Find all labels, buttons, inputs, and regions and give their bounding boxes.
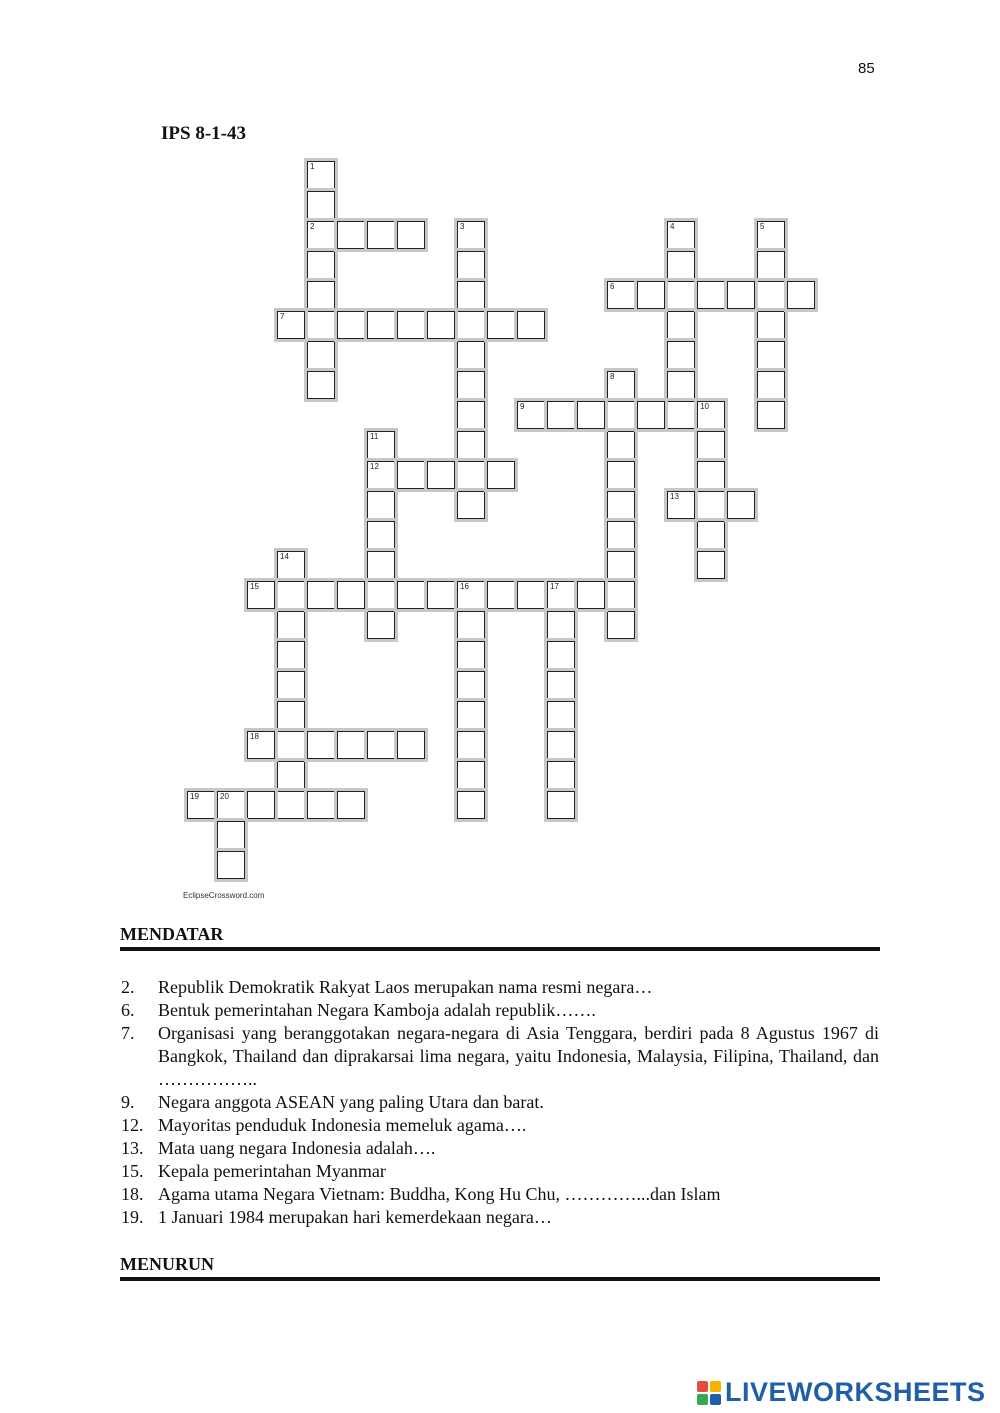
crossword-cell[interactable] (697, 281, 725, 309)
crossword-cell[interactable] (607, 581, 635, 609)
crossword-cell[interactable] (457, 371, 485, 399)
crossword-cell[interactable] (277, 311, 305, 339)
crossword-cell[interactable] (697, 551, 725, 579)
clue-number: 2 (310, 222, 315, 231)
clue-number: 7 (280, 312, 285, 321)
crossword-cell[interactable] (697, 521, 725, 549)
crossword-cell[interactable] (367, 551, 395, 579)
clue-number: 13 (670, 492, 679, 501)
across-heading: MENDATAR (120, 924, 880, 951)
crossword-cell[interactable] (397, 311, 425, 339)
crossword-cell[interactable] (307, 581, 335, 609)
crossword-cell[interactable] (217, 791, 245, 819)
clue-item: 12. Mayoritas penduduk Indonesia memeluk agama…. (121, 1115, 527, 1135)
crossword-cell[interactable] (457, 311, 485, 339)
crossword-cell[interactable] (697, 431, 725, 459)
crossword-cell[interactable] (757, 371, 785, 399)
crossword-cell[interactable] (367, 611, 395, 639)
crossword-cell[interactable] (667, 281, 695, 309)
crossword-cell[interactable] (547, 611, 575, 639)
crossword-cell[interactable] (337, 731, 365, 759)
clue-number: 6 (610, 282, 615, 291)
crossword-cell[interactable] (607, 401, 635, 429)
crossword-cell[interactable] (367, 521, 395, 549)
crossword-cell[interactable] (457, 431, 485, 459)
crossword-cell[interactable] (307, 221, 335, 249)
crossword-cell[interactable] (397, 731, 425, 759)
crossword-cell[interactable] (307, 161, 335, 189)
crossword-cell[interactable] (757, 221, 785, 249)
clue-number: 8 (610, 372, 615, 381)
crossword-cell[interactable] (367, 221, 395, 249)
crossword-cell[interactable] (607, 551, 635, 579)
crossword-cell[interactable] (607, 461, 635, 489)
crossword-cell[interactable] (787, 281, 815, 309)
clue-item: 18. Agama utama Negara Vietnam: Buddha, Kong Hu Chu, …………...dan Islam (121, 1184, 721, 1204)
crossword-cell[interactable] (727, 491, 755, 519)
crossword-cell[interactable] (337, 311, 365, 339)
crossword-cell[interactable] (247, 791, 275, 819)
crossword-cell[interactable] (307, 281, 335, 309)
crossword-cell[interactable] (547, 671, 575, 699)
clue-item: 19. 1 Januari 1984 merupakan hari kemerdekaan negara… (121, 1207, 552, 1227)
crossword-cell[interactable] (517, 581, 545, 609)
clue-number: 17 (550, 582, 559, 591)
clue-number: 14 (280, 552, 289, 561)
crossword-cell[interactable] (667, 311, 695, 339)
crossword-cell[interactable] (757, 341, 785, 369)
crossword-cell[interactable] (307, 191, 335, 219)
crossword-cell[interactable] (337, 581, 365, 609)
clue-number: 12 (370, 462, 379, 471)
crossword-cell[interactable] (277, 701, 305, 729)
crossword-cell[interactable] (667, 251, 695, 279)
clue-number: 16 (460, 582, 469, 591)
crossword-cell[interactable] (307, 371, 335, 399)
crossword-cell[interactable] (457, 701, 485, 729)
crossword-cell[interactable] (397, 461, 425, 489)
clue-item: 2. Republik Demokratik Rakyat Laos merupakan nama resmi negara… (121, 977, 653, 997)
crossword-cell[interactable] (337, 221, 365, 249)
crossword-cell[interactable] (487, 581, 515, 609)
worksheet-title: IPS 8-1-43 (161, 123, 246, 144)
crossword-cell[interactable] (457, 641, 485, 669)
crossword-cell[interactable] (457, 731, 485, 759)
crossword-cell[interactable] (547, 791, 575, 819)
crossword-cell[interactable] (277, 551, 305, 579)
clue-item: 6. Bentuk pemerintahan Negara Kamboja adalah republik……. (121, 1000, 596, 1020)
crossword-cell[interactable] (547, 581, 575, 609)
crossword-cell[interactable] (457, 281, 485, 309)
crossword-cell[interactable] (487, 461, 515, 489)
crossword-cell[interactable] (547, 401, 575, 429)
crossword-cell[interactable] (757, 281, 785, 309)
crossword-cell[interactable] (547, 701, 575, 729)
crossword-cell[interactable] (547, 731, 575, 759)
down-heading: MENURUN (120, 1254, 880, 1281)
clue-number: 19 (190, 792, 199, 801)
crossword-cell[interactable] (307, 341, 335, 369)
crossword-cell[interactable] (427, 461, 455, 489)
crossword-cell[interactable] (457, 221, 485, 249)
clue-item: 13. Mata uang negara Indonesia adalah…. (121, 1138, 436, 1158)
crossword-cell[interactable] (337, 791, 365, 819)
crossword-cell[interactable] (607, 281, 635, 309)
crossword-cell[interactable] (637, 401, 665, 429)
crossword-cell[interactable] (667, 491, 695, 519)
crossword-cell[interactable] (367, 311, 395, 339)
crossword-cell[interactable] (307, 311, 335, 339)
clue-number: 5 (760, 222, 765, 231)
crossword-cell[interactable] (517, 401, 545, 429)
brand-name: LIVEWORKSHEETS (725, 1377, 986, 1407)
clue-number: 3 (460, 222, 465, 231)
crossword-cell[interactable] (667, 341, 695, 369)
clue-number: 1 (310, 162, 315, 171)
crossword-cell[interactable] (667, 401, 695, 429)
clue-number: 9 (520, 402, 525, 411)
crossword-cell[interactable] (607, 431, 635, 459)
crossword-cell[interactable] (247, 731, 275, 759)
clue-item: 7. Organisasi yang beranggotakan negara-negara di Asia Tenggara, berdiri pada 8 Agustus 1967 di Bangkok, Thailand dan diprakarsai lima negara, yaitu Indonesia, Malaysia, Filipina, Thailand, dan …………….. (121, 1023, 879, 1089)
clue-number: 11 (370, 432, 379, 441)
crossword-cell[interactable] (607, 521, 635, 549)
crossword-cell[interactable] (487, 311, 515, 339)
crossword-cell[interactable] (397, 581, 425, 609)
crossword-cell[interactable] (397, 221, 425, 249)
crossword-credit: EclipseCrossword.com (183, 891, 265, 900)
crossword-cell[interactable] (457, 581, 485, 609)
crossword-cell[interactable] (247, 581, 275, 609)
crossword-cell[interactable] (697, 461, 725, 489)
crossword-cell[interactable] (367, 461, 395, 489)
crossword-cell[interactable] (457, 611, 485, 639)
crossword-cell[interactable] (457, 761, 485, 789)
crossword-cell[interactable] (607, 371, 635, 399)
crossword-cell[interactable] (277, 581, 305, 609)
crossword-cell[interactable] (307, 731, 335, 759)
crossword-cell[interactable] (457, 341, 485, 369)
crossword-cell[interactable] (427, 311, 455, 339)
crossword-cell[interactable] (607, 611, 635, 639)
crossword-cell[interactable] (427, 581, 455, 609)
crossword-cell[interactable] (307, 791, 335, 819)
crossword-cell[interactable] (607, 491, 635, 519)
crossword-cell[interactable] (667, 371, 695, 399)
crossword-cell[interactable] (727, 281, 755, 309)
crossword-cell[interactable] (277, 731, 305, 759)
crossword-cell[interactable] (637, 281, 665, 309)
crossword-cell[interactable] (367, 431, 395, 459)
crossword-cell[interactable] (307, 251, 335, 279)
clue-item: 9. Negara anggota ASEAN yang paling Utara dan barat. (121, 1092, 544, 1112)
crossword-cell[interactable] (187, 791, 215, 819)
crossword-cell[interactable] (457, 671, 485, 699)
clue-number: 20 (220, 792, 229, 801)
across-clue-list (121, 976, 879, 1229)
liveworksheets-mark-icon (697, 1381, 721, 1405)
liveworksheets-logo (697, 1377, 986, 1408)
clue-number: 4 (670, 222, 675, 231)
crossword-cell[interactable] (457, 401, 485, 429)
crossword-cell[interactable] (217, 821, 245, 849)
crossword-cell[interactable] (367, 731, 395, 759)
crossword-cell[interactable] (697, 491, 725, 519)
crossword-cell[interactable] (757, 311, 785, 339)
crossword-cell[interactable] (277, 611, 305, 639)
crossword-cell[interactable] (757, 251, 785, 279)
crossword-cell[interactable] (217, 851, 245, 879)
clue-number: 10 (700, 402, 709, 411)
crossword-cell[interactable] (277, 671, 305, 699)
crossword-cell[interactable] (547, 641, 575, 669)
crossword-cell[interactable] (547, 761, 575, 789)
clue-number: 18 (250, 732, 259, 741)
crossword-cell[interactable] (457, 791, 485, 819)
clue-number: 15 (250, 582, 259, 591)
crossword-cell[interactable] (457, 251, 485, 279)
crossword-cell[interactable] (517, 311, 545, 339)
crossword-cell[interactable] (277, 791, 305, 819)
crossword-cell[interactable] (277, 761, 305, 789)
page-number: 85 (858, 60, 875, 77)
crossword-cell[interactable] (457, 491, 485, 519)
crossword-cell[interactable] (667, 221, 695, 249)
crossword-cell[interactable] (367, 581, 395, 609)
crossword-cell[interactable] (577, 581, 605, 609)
crossword-cell[interactable] (367, 491, 395, 519)
clue-item: 15. Kepala pemerintahan Myanmar (121, 1161, 386, 1181)
crossword-cell[interactable] (277, 641, 305, 669)
crossword-cell[interactable] (577, 401, 605, 429)
crossword-cell[interactable] (697, 401, 725, 429)
crossword-cell[interactable] (757, 401, 785, 429)
crossword-cell[interactable] (457, 461, 485, 489)
